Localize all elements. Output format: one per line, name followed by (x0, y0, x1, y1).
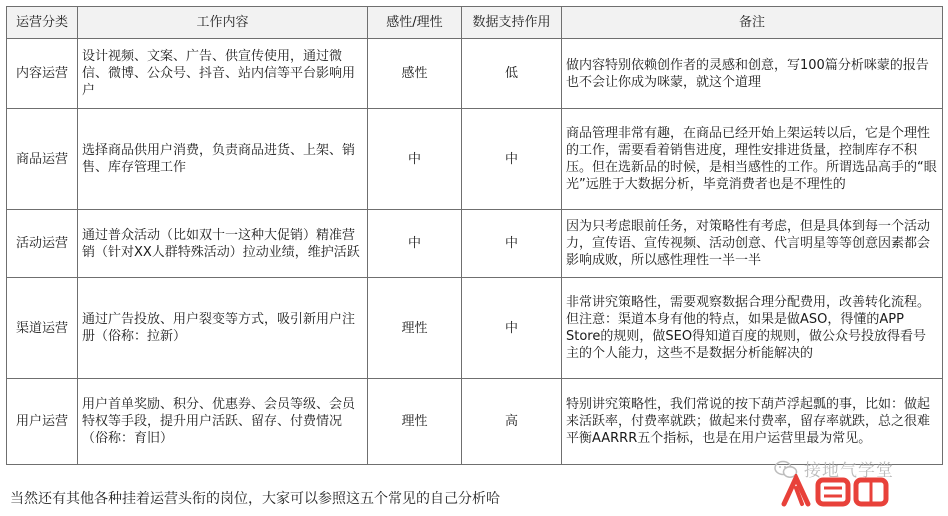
work-cell: 通过普众活动（比如双十一这种大促销）精准营销（针对XX人群特殊活动）拉动业绩，维护活跃 (78, 210, 368, 278)
table-row (7, 109, 943, 210)
category-cell: 内容运营 (7, 39, 78, 109)
note-cell: 因为只考虑眼前任务，对策略性有考虑，但是具体到每一个活动力，宣传语、宣传视频、活动创意、代言明星等等创意因素都会影响成败，所以感性理性一半一半 (562, 210, 943, 278)
note-cell: 做内容特别依赖创作者的灵感和创意，写100篇分析咪蒙的报告也不会让你成为咪蒙，就这个道理 (562, 39, 943, 109)
data-support-cell: 中 (462, 210, 562, 278)
data-support-cell: 高 (462, 379, 562, 465)
header-work: 工作内容 (78, 7, 368, 39)
category-cell: 用户运营 (7, 379, 78, 465)
table-row (7, 210, 943, 278)
sense-cell: 理性 (368, 278, 462, 379)
header-category: 运营分类 (7, 7, 78, 39)
header-sense: 感性/理性 (368, 7, 462, 39)
data-support-cell: 低 (462, 39, 562, 109)
category-cell: 活动运营 (7, 210, 78, 278)
watermark-account-name: 接地气学堂 (804, 461, 894, 481)
header-data-support: 数据支持作用 (462, 7, 562, 39)
watermark-logo (780, 474, 890, 516)
header-note: 备注 (562, 7, 943, 39)
data-support-cell: 中 (462, 109, 562, 210)
table-row (7, 379, 943, 465)
work-cell: 设计视频、文案、广告、供宣传使用，通过微信、微博、公众号、抖音、站内信等平台影响用户 (78, 39, 368, 109)
category-cell: 商品运营 (7, 109, 78, 210)
sense-cell: 中 (368, 210, 462, 278)
note-cell: 商品管理非常有趣，在商品已经开始上架运转以后，它是个理性的工作，需要看着销售进度，理性安排进货量，控制库存不积压。但在选新品的时候，是相当感性的工作。所谓选品高手的“眼光”远胜于大数据分析，毕竟消费者也是不理性的 (562, 109, 943, 210)
content-area (6, 6, 942, 465)
work-cell: 选择商品供用户消费，负责商品进货、上架、销售、库存管理工作 (78, 109, 368, 210)
footer-note: 当然还有其他各种挂着运营头衔的岗位，大家可以参照这五个常见的自己分析哈 (10, 491, 500, 507)
category-cell: 渠道运营 (7, 278, 78, 379)
sense-cell: 中 (368, 109, 462, 210)
work-cell: 通过广告投放、用户裂变等方式，吸引新用户注册（俗称：拉新） (78, 278, 368, 379)
sense-cell: 理性 (368, 379, 462, 465)
note-cell: 特别讲究策略性，我们常说的按下葫芦浮起瓢的事，比如：做起来活跃率，付费率就跌；做起来付费率，留存率就跌，总之很难平衡AARRR五个指标，也是在用户运营里最为常见。 (562, 379, 943, 465)
table-row (7, 39, 943, 109)
sense-cell: 感性 (368, 39, 462, 109)
work-cell: 用户首单奖励、积分、优惠券、会员等级、会员特权等手段，提升用户活跃、留存、付费情况（俗称：育旧） (78, 379, 368, 465)
table-row (7, 278, 943, 379)
data-support-cell: 中 (462, 278, 562, 379)
note-cell: 非常讲究策略性，需要观察数据合理分配费用，改善转化流程。但注意：渠道本身有他的特点，如果是做ASO，得懂的APP Store的规则，做SEO得知道百度的规则，做公众号投放得看号主的个人能力，这些不是数据分析能解决的 (562, 278, 943, 379)
table-header-row (7, 7, 943, 39)
operations-table (6, 6, 943, 465)
